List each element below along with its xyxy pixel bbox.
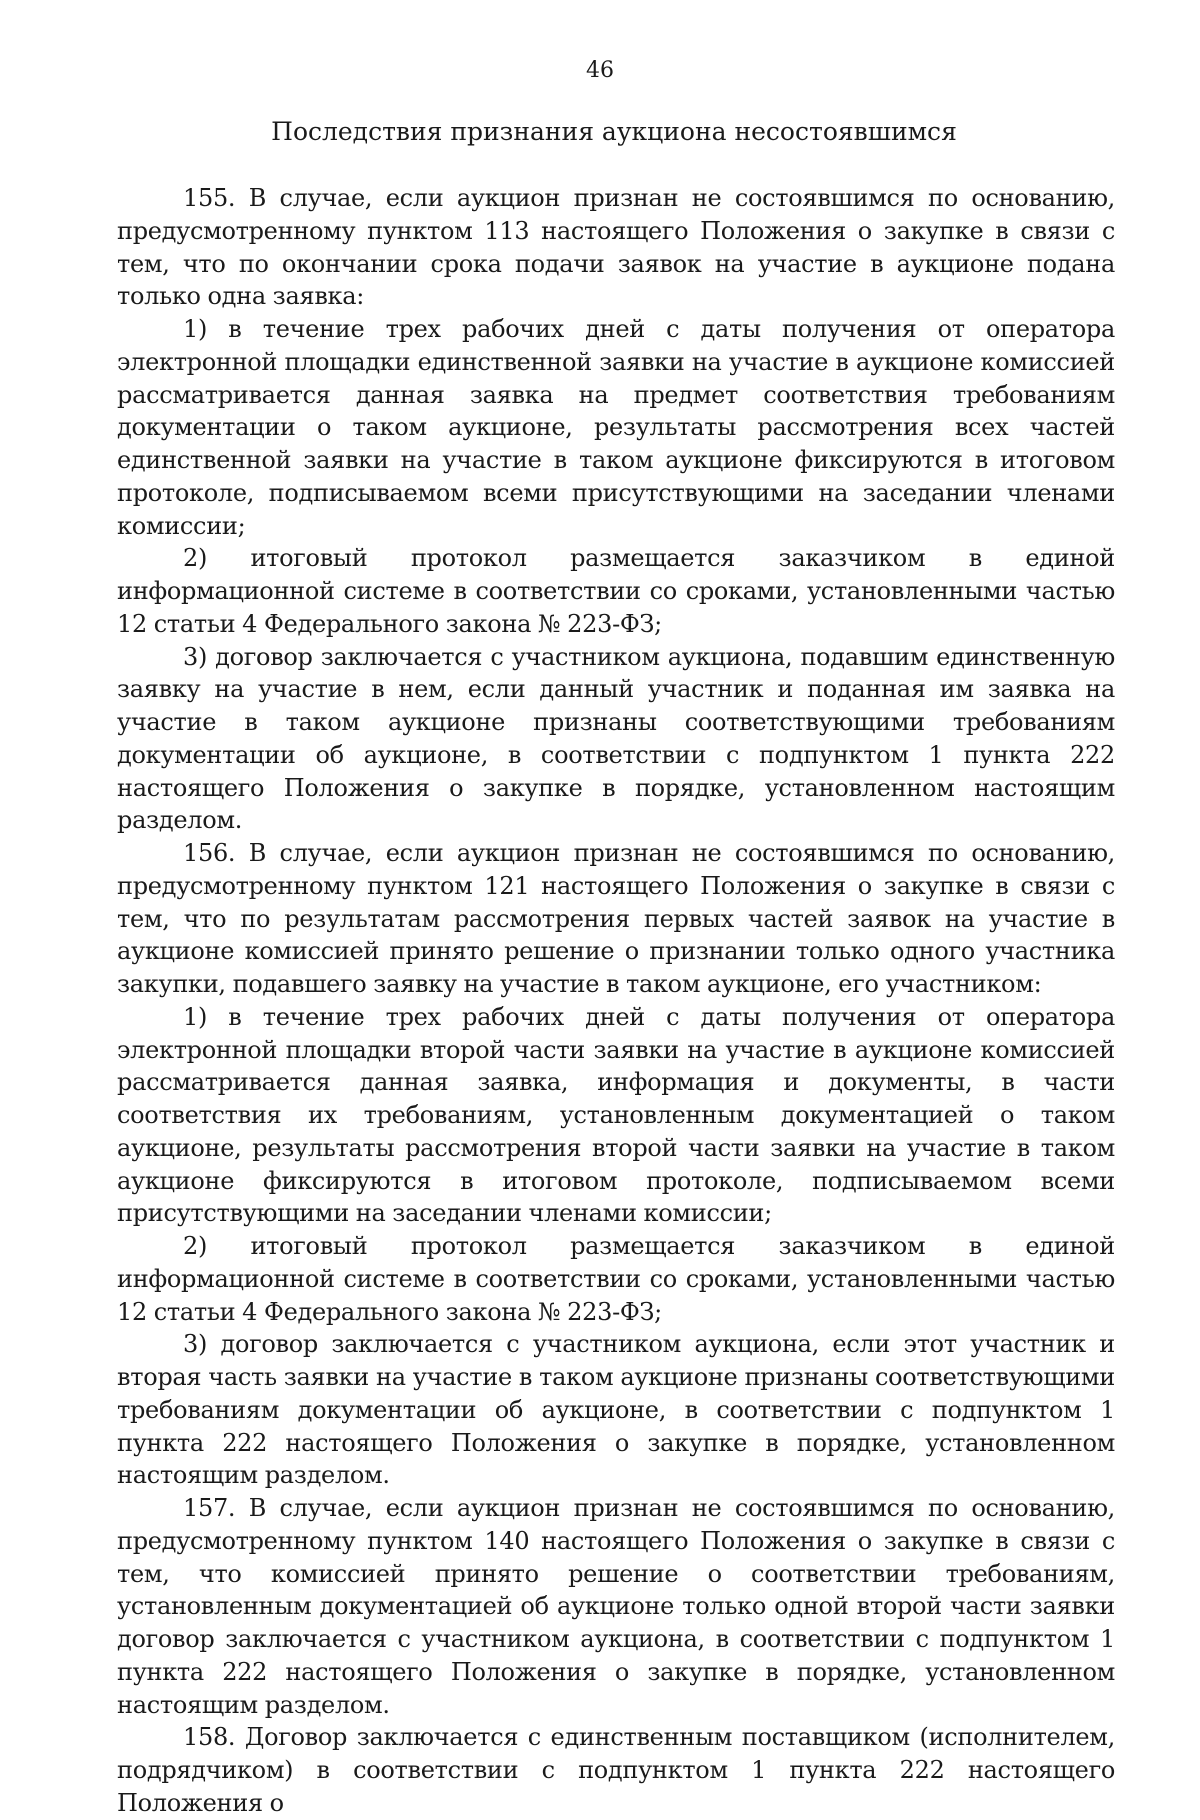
paragraph-156-item-1: 1) в течение трех рабочих дней с даты получения от оператора электронной площадки второй части заявки на участие в аукционе комиссией рассматривается данная заявка, информация и документы, в части соответствия их требованиям, установленным документацией о таком аукционе, результаты рассмотрения второй части заявки на участие в таком аукционе фиксируются в итоговом протоколе, подписываемом всеми присутствующими на заседании членами комиссии;	[117, 1002, 1115, 1228]
section-title: Последствия признания аукциона несостоявшимся	[271, 117, 957, 146]
paragraph-155-item-1: 1) в течение трех рабочих дней с даты получения от оператора электронной площадки единственной заявки на участие в аукционе комиссией рассматривается данная заявка на предмет соответствия требованиям документации о таком аукционе, результаты рассмотрения всех частей единственной заявки на участие в таком аукционе фиксируются в итоговом протоколе, подписываемом всеми присутствующими на заседании членами комиссии;	[117, 315, 1115, 540]
paragraph-157: 157. В случае, если аукцион признан не состоявшимся по основанию, предусмотренному пунктом 140 настоящего Положения о закупке в связи с тем, что комиссией принято решение о соответствии требованиям, установленным документацией об аукционе только одной второй части заявки договор заключается с участником аукциона, в соответствии с подпунктом 1 пункта 222 настоящего Положения о закупке в порядке, установленном настоящим разделом.	[117, 1494, 1115, 1719]
paragraph-155-item-2: 2) итоговый протокол размещается заказчиком в единой информационной системе в соответствии со сроками, установленными частью 12 статьи 4 Федерального закона № 223-ФЗ;	[117, 544, 1115, 638]
document-body	[117, 182, 1115, 1820]
paragraph-158: 158. Договор заключается с единственным поставщиком (исполнителем, подрядчиком) в соответствии с подпунктом 1 пункта 222 настоящего Положения о	[117, 1723, 1115, 1817]
paragraph-156-item-3: 3) договор заключается с участником аукциона, если этот участник и вторая часть заявки на участие в таком аукционе признаны соответствующими требованиям документации об аукционе, в соответствии с подпунктом 1 пункта 222 настоящего Положения о закупке в порядке, установленном настоящим разделом.	[117, 1330, 1115, 1490]
paragraph-155: 155. В случае, если аукцион признан не состоявшимся по основанию, предусмотренному пунктом 113 настоящего Положения о закупке в связи с тем, что по окончании срока подачи заявок на участие в аукционе подана только одна заявка:	[117, 184, 1115, 311]
paragraph-156: 156. В случае, если аукцион признан не состоявшимся по основанию, предусмотренному пунктом 121 настоящего Положения о закупке в связи с тем, что по результатам рассмотрения первых частей заявок на участие в аукционе комиссией принято решение о признании только одного участника закупки, подавшего заявку на участие в таком аукционе, его участником:	[117, 839, 1115, 998]
page-number: 46	[586, 58, 614, 83]
paragraph-155-item-3: 3) договор заключается с участником аукциона, подавшим единственную заявку на участие в нем, если данный участник и поданная им заявка на участие в таком аукционе признаны соответствующими требованиям документации об аукционе, в соответствии с подпунктом 1 пункта 222 настоящего Положения о закупке в порядке, установленном настоящим разделом.	[117, 642, 1115, 835]
paragraph-156-item-2: 2) итоговый протокол размещается заказчиком в единой информационной системе в соответствии со сроками, установленными частью 12 статьи 4 Федерального закона № 223-ФЗ;	[117, 1232, 1115, 1326]
